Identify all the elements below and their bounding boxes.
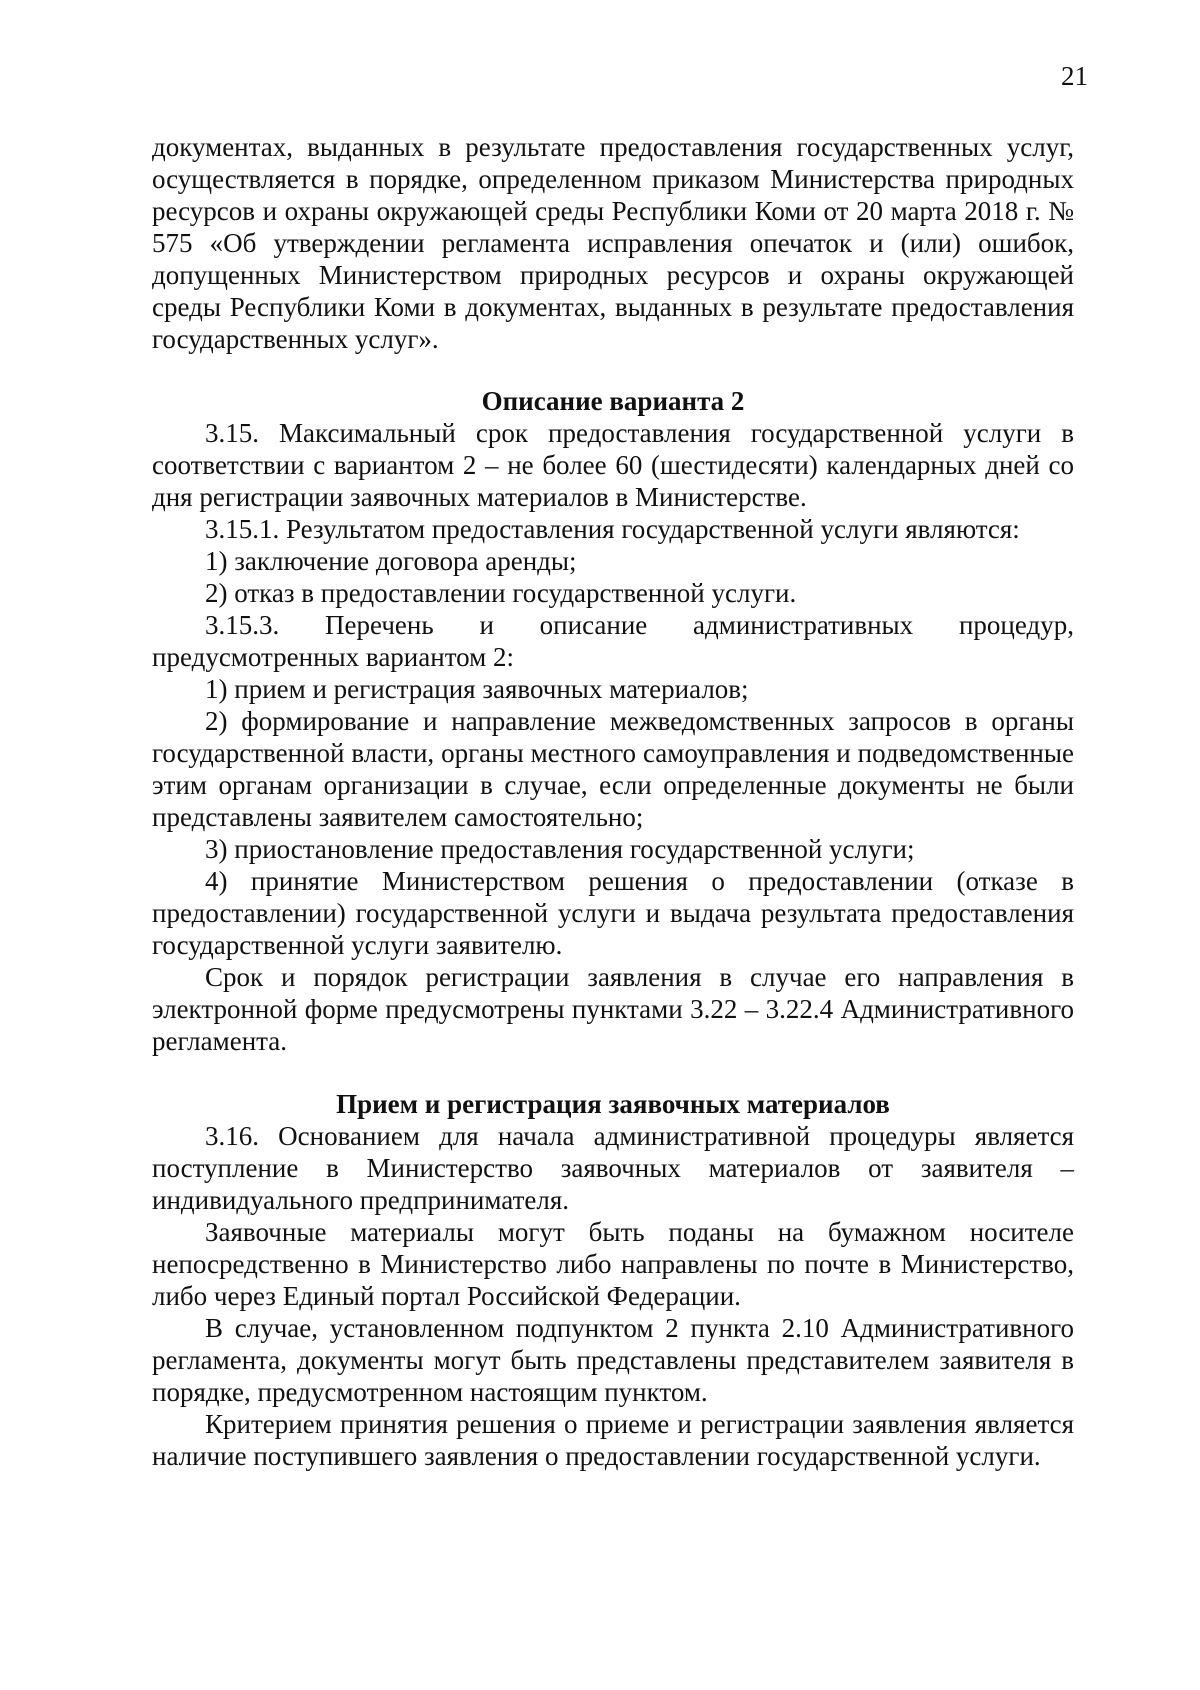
list-item-1: 1) заключение договора аренды; [205, 546, 577, 576]
paragraph-3-15: 3.15. Максимальный срок предоставления государственной услуги в соответствии с вариантом 2 – не более 60 (шестидесяти) календарных дней со дня регистрации заявочных материалов в Министерстве. [152, 418, 1074, 512]
paragraph-3-15-3: 3.15.3. Перечень и описание административных процедур, предусмотренных вариантом 2: [152, 610, 1074, 672]
paragraph-3-15-1: 3.15.1. Результатом предоставления государственной услуги являются: [205, 514, 1020, 544]
paragraph-representative: В случае, установленном подпунктом 2 пункта 2.10 Административного регламента, документы могут быть представлены представителем заявителя в порядке, предусмотренном настоящим пунктом. [152, 1313, 1074, 1407]
page-number: 21 [1061, 61, 1088, 91]
paragraph-3-16: 3.16. Основанием для начала административной процедуры является поступление в Министерство заявочных материалов от заявителя – индивидуального предпринимателя. [152, 1121, 1074, 1215]
document-body [152, 131, 1074, 1472]
paragraph-continuation: документах, выданных в результате предоставления государственных услуг, осуществляется в порядке, определенном приказом Министерства природных ресурсов и охраны окружающей среды Республики Коми от 20 марта 2018 г. № 575 «Об утверждении регламента исправления опечаток и (или) ошибок, допущенных Министерством природных ресурсов и охраны окружающей среды Республики Коми в документах, выданных в результате предоставления государственных услуг». [152, 132, 1074, 354]
section-heading-reception: Прием и регистрация заявочных материалов [336, 1089, 890, 1119]
procedure-item-2: 2) формирование и направление межведомственных запросов в органы государственной власти, органы местного самоуправления и подведомственные этим органам организации в случае, если определенные документы не были представлены заявителем самостоятельно; [152, 706, 1074, 832]
procedure-item-4: 4) принятие Министерством решения о предоставлении (отказе в предоставлении) государственной услуги и выдача результата предоставления государственной услуги заявителю. [152, 866, 1074, 960]
paragraph-submission: Заявочные материалы могут быть поданы на бумажном носителе непосредственно в Министерство либо направлены по почте в Министерство, либо через Единый портал Российской Федерации. [152, 1217, 1074, 1311]
procedure-item-1: 1) прием и регистрация заявочных материалов; [205, 674, 749, 704]
procedure-item-3: 3) приостановление предоставления государственной услуги; [205, 834, 915, 864]
paragraph-registration-term: Срок и порядок регистрации заявления в случае его направления в электронной форме предусмотрены пунктами 3.22 – 3.22.4 Административного регламента. [152, 962, 1074, 1056]
list-item-2: 2) отказ в предоставлении государственной услуги. [205, 578, 797, 608]
section-heading-variant-2: Описание варианта 2 [481, 386, 745, 416]
paragraph-criterion: Критерием принятия решения о приеме и регистрации заявления является наличие поступившего заявления о предоставлении государственной услуги. [152, 1409, 1074, 1471]
